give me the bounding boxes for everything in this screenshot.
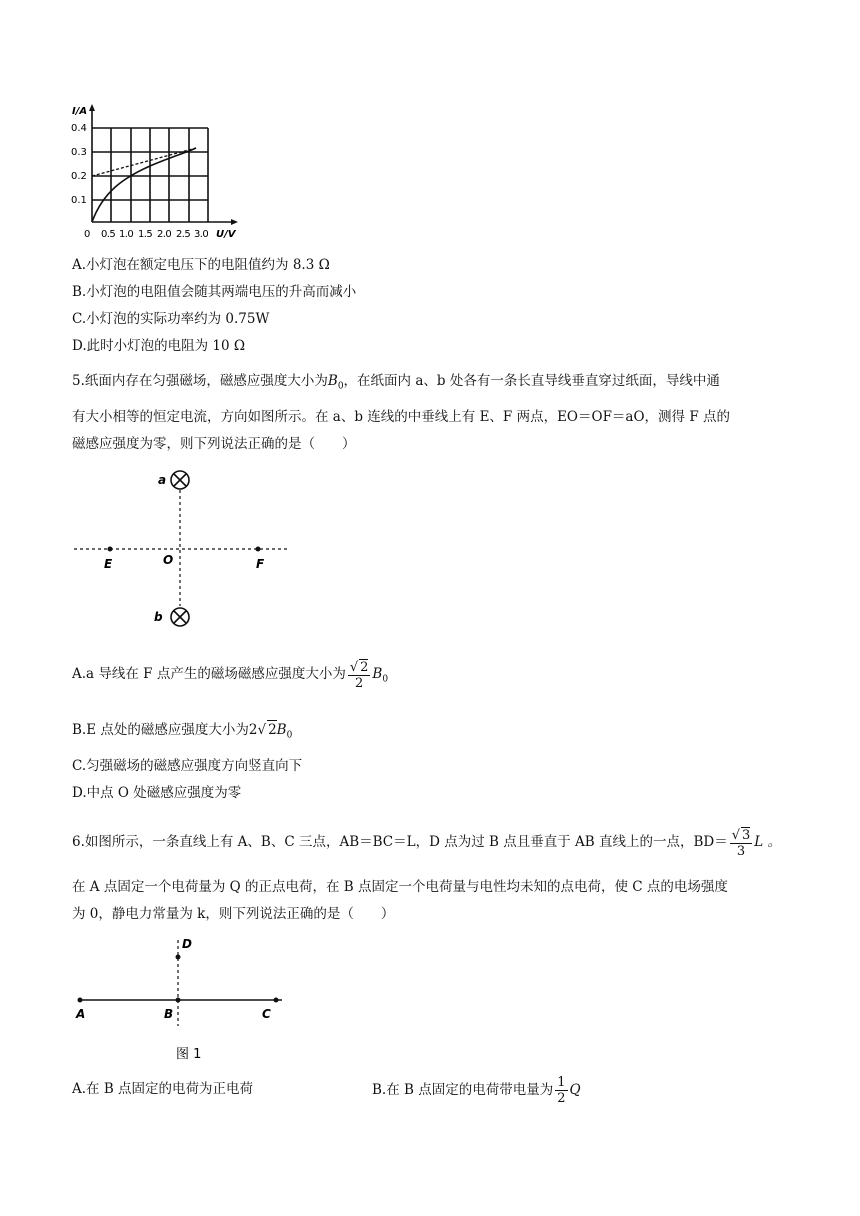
point-b (176, 998, 181, 1003)
q5-option-c: C.匀强磁场的磁感应强度方向竖直向下 (72, 758, 303, 774)
q6-stem-line-3: 为 0，静电力常量为 k，则下列说法正确的是（ ） (72, 906, 395, 922)
q6-stem-line-2: 在 A 点固定一个电荷量为 Q 的正点电荷，在 B 点固定一个电荷量与电性均未知的点电荷，使 C 点的电场强度 (72, 879, 728, 895)
q4-option-d: D.此时小灯泡的电阻为 10 Ω (72, 338, 246, 354)
point-a (78, 998, 83, 1003)
figure-caption: 图 1 (176, 1047, 202, 1062)
graph-y-label: I/A (72, 106, 88, 117)
q4-option-c: C.小灯泡的实际功率约为 0.75W (72, 311, 270, 327)
point-d (176, 955, 181, 960)
graph-x-tick: 2.0 (157, 229, 172, 240)
q6-option-b: B.在 B 点固定的电荷带电量为 $\frac{1}{2}$ Q (372, 1075, 581, 1106)
q5-stem-line-3: 磁感应强度为零，则下列说法正确的是（ ） (72, 436, 356, 452)
graph-origin: 0 (84, 229, 91, 240)
label-a: A (76, 1007, 86, 1021)
q6-option-a: A.在 B 点固定的电荷为正电荷 (72, 1081, 254, 1097)
q6-stem-line-1: 6.如图所示，一条直线上有 A、B、C 三点，AB＝BC＝L，D 点为过 B 点且垂直于 AB 直线上的一点，BD＝ $\frac{√ 3}{3}$ L 。 (72, 827, 782, 859)
graph-y-tick: 0.3 (71, 147, 87, 158)
point-f (256, 547, 261, 552)
q5-stem-line-2: 有大小相等的恒定电流，方向如图所示。在 a、b 连线的中垂线上有 E、F 两点，EO＝OF＝aO，测得 F 点的 (72, 409, 730, 425)
q4-option-a: A.小灯泡在额定电压下的电阻值约为 8.3 Ω (72, 257, 330, 273)
q4-option-b: B.小灯泡的电阻值会随其两端电压的升高而减小 (72, 284, 357, 300)
q5-stem-line-1: 5.纸面内存在匀强磁场，磁感应强度大小为$B_0$，在纸面内 a、b 处各有一条长直导线垂直穿过纸面，导线中通 (72, 373, 720, 392)
graph-x-label: U/V (216, 229, 236, 240)
graph-x-tick: 1.0 (119, 229, 134, 240)
graph-x-tick: 0.5 (101, 229, 116, 240)
graph-y-tick: 0.4 (71, 123, 87, 134)
label-b: b (154, 610, 163, 624)
label-c: C (262, 1007, 271, 1021)
label-o: O (163, 553, 174, 567)
graph-x-tick: 1.5 (138, 229, 153, 240)
q5-option-a: A.a 导线在 F 点产生的磁场磁感应强度大小为 $\frac{√ 2}{2}$ $B_0$ (72, 659, 389, 691)
graph-y-tick: 0.2 (71, 171, 87, 182)
label-e: E (104, 557, 113, 571)
q6-figure (70, 934, 292, 1064)
q5-figure (70, 462, 292, 632)
point-c (274, 998, 279, 1003)
iu-graph (68, 100, 248, 245)
graph-x-tick: 3.0 (194, 229, 209, 240)
q5-option-b: B.E 点处的磁感应强度大小为2√ $2B_0$ (72, 722, 293, 741)
graph-y-tick: 0.1 (71, 195, 87, 206)
label-f: F (256, 557, 265, 571)
label-d: D (182, 937, 192, 951)
label-b: B (164, 1007, 174, 1021)
q5-option-d: D.中点 O 处磁感应强度为零 (72, 785, 242, 801)
point-e (108, 547, 113, 552)
graph-x-tick: 2.5 (176, 229, 191, 240)
label-a: a (158, 473, 167, 487)
